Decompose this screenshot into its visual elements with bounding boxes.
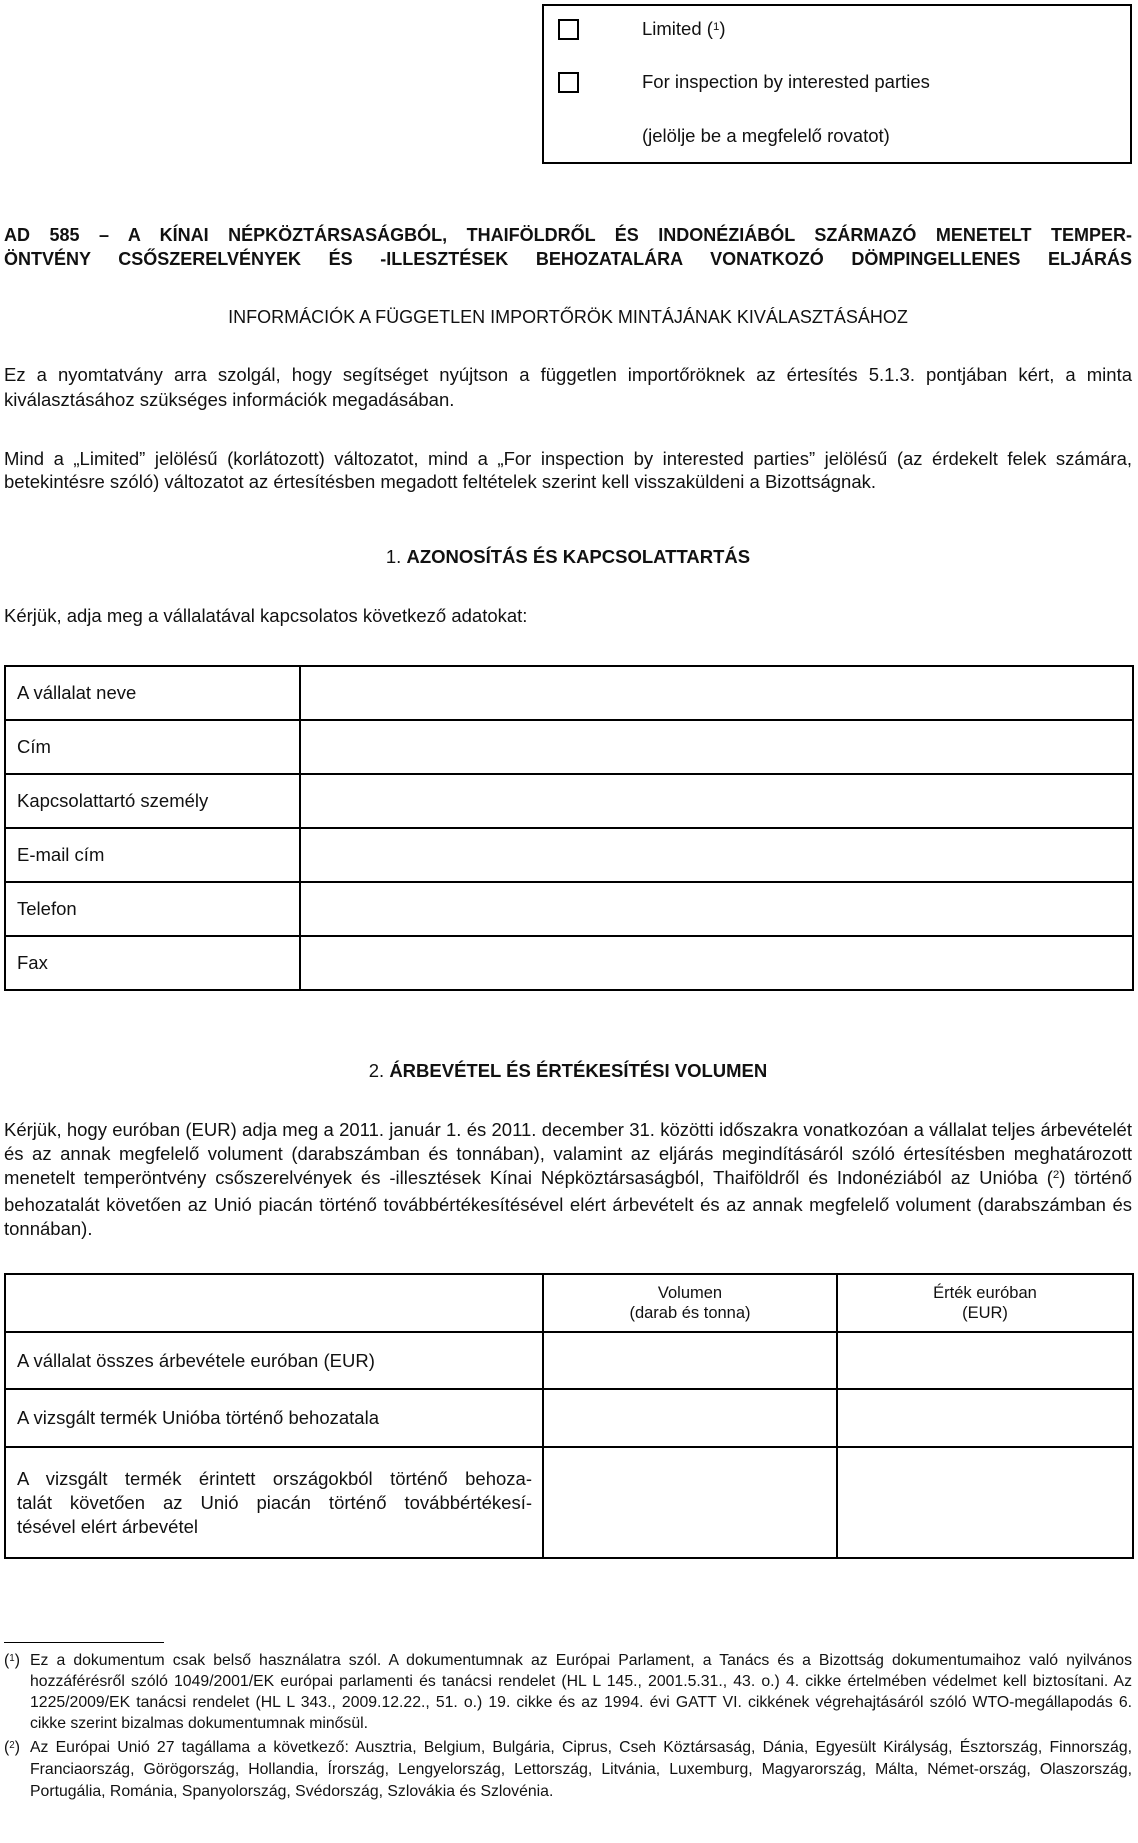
email-label: E-mail cím [5,828,300,882]
footnote-2 [4,1737,1132,1803]
title-line: ÖNTVÉNY CSŐSZERELVÉNYEK ÉS -ILLESZTÉSEK BEHOZATALÁRA VONATKOZÓ DÖMPINGELLENES ELJÁRÁS [4,249,1132,269]
inspection-label: For inspection by interested parties [642,71,930,92]
resale-turnover-label: A vizsgált termék érintett országokból történő behoza- talát követően az Unió piacán történő továbbértékesí- tésével elért árbevétel [5,1447,543,1558]
section-title: AZONOSÍTÁS ÉS KAPCSOLATTARTÁS [406,546,751,567]
footnote-marker: ($^1$) [4,1652,20,1669]
phone-label: Telefon [5,882,300,936]
table-row [5,1332,1133,1389]
classification-box [542,4,1132,164]
section-2-paragraph: Kérjük, hogy euróban (EUR) adja meg a 2011. január 1. és 2011. december 31. közötti időszakra vonatkozóan a vállalat teljes árbevételét és az annak megfelelő volument (darabszámban és tonnában), valamint az eljárás megindításáról szóló értesítésben meghatározott menetelt temperöntvény csőszerelvények és -illesztések Kínai Népköztársaságból, Thaiföldről és Indonéziából az Unióba ($^2$) történő behozatalát követően az Unió piacán történő továbbértékesítésével elért árbevételt és az annak megfelelő volument (darabszámban és tonnában). [4,1119,1132,1240]
email-field[interactable] [300,828,1133,882]
total-turnover-volume-field[interactable] [543,1332,837,1389]
address-field[interactable] [300,720,1133,774]
table-row [5,774,1133,828]
footnote-ref-1: 1 [712,20,720,33]
contact-person-field[interactable] [300,774,1133,828]
value-header: Érték euróban (EUR) [837,1274,1133,1332]
checkbox-instruction: (jelölje be a megfelelő rovatot) [642,125,890,146]
section-title: ÁRBEVÉTEL ÉS ÉRTÉKESÍTÉSI VOLUMEN [389,1060,768,1081]
document-title [4,223,1132,271]
footnote-text: Ez a dokumentum csak belső használatra szól. A dokumentumnak az Európai Parlament, a Tanács és a Bizottság dokumentumaihoz való nyilvános hozzáférésről szóló 1049/2001/EK európai parlamenti és tanácsi rendelet (HL L 145., 2001.5.31., 43. o.) 4. cikke értelmében védelmet kell biztosítani. Az 1225/2009/EK tanácsi rendelet (HL L 343., 2009.12.22., 51. o.) 19. cikke és az 1994. évi GATT VI. cikkének végrehajtásáról szóló WTO-megállapodás 6. cikke szerint bizalmas dokumentumnak minősül. [30,1652,1132,1732]
resale-value-field[interactable] [837,1447,1133,1558]
table-row [5,1389,1133,1447]
turnover-table [4,1273,1134,1559]
intro-paragraph-return: Mind a „Limited” jelölésű (korlátozott) változatot, mind a „For inspection by interested parties” jelölésű (az érdekelt felek számára, betekintésre szóló) változatot az értesítésben megadott feltételek szerint kell visszaküldeni a Bizottságnak. [4,448,1132,492]
section-1-intro: Kérjük, adja meg a vállalatával kapcsolatos következő adatokat: [4,605,528,626]
footnote-text: Az Európai Unió 27 tagállama a következő: Ausztria, Belgium, Bulgária, Ciprus, Cseh Köztársaság, Dánia, Egyesült Királyság, Észtország, Finnország, Franciaország, Görögország, Hollandia, Írország, Lengyelország, Lettország, Litvánia, Luxemburg, Magyarország, Málta, Német-ország, Olaszország, Portugália, Románia, Spanyolország, Svédország, Szlovákia és Szlovénia. [30,1739,1132,1800]
company-name-field[interactable] [300,666,1133,720]
imports-volume-field[interactable] [543,1389,837,1447]
total-turnover-label: A vállalat összes árbevétele euróban (EUR) [5,1332,543,1389]
table-row [5,882,1133,936]
phone-field[interactable] [300,882,1133,936]
table-row [5,720,1133,774]
total-turnover-value-field[interactable] [837,1332,1133,1389]
table-row [5,666,1133,720]
document-subtitle: INFORMÁCIÓK A FÜGGETLEN IMPORTŐRÖK MINTÁJÁNAK KIVÁLASZTÁSÁHOZ [228,307,908,327]
footnote-ref-2: 2 [1052,1169,1060,1182]
imports-label: A vizsgált termék Unióba történő behozatala [5,1389,543,1447]
footnote-marker: ($^2$) [4,1739,20,1756]
table-row [5,1447,1133,1558]
title-line: AD 585 – A KÍNAI NÉPKÖZTÁRSASÁGBÓL, THAIFÖLDRŐL ÉS INDONÉZIÁBÓL SZÁRMAZÓ MENETELT TEMPER- [4,225,1132,245]
company-details-table [4,665,1134,991]
contact-person-label: Kapcsolattartó személy [5,774,300,828]
address-label: Cím [5,720,300,774]
table-row [5,828,1133,882]
limited-checkbox[interactable] [558,19,579,40]
fax-label: Fax [5,936,300,990]
section-1-heading [4,545,1132,569]
intro-paragraph-purpose: Ez a nyomtatvány arra szolgál, hogy segítséget nyújtson a független importőröknek az értesítés 5.1.3. pontjában kért, a minta kiválasztásához szükséges információk megadásában. [4,364,1132,410]
table-header-row [5,1274,1133,1332]
resale-volume-field[interactable] [543,1447,837,1558]
section-number: 1. [385,546,402,567]
section-number: 2. [368,1060,385,1081]
volume-header: Volumen (darab és tonna) [543,1274,837,1332]
fax-field[interactable] [300,936,1133,990]
footnote-divider [4,1642,164,1643]
limited-label: Limited ($^1$) [642,18,726,39]
imports-value-field[interactable] [837,1389,1133,1447]
header-empty-cell [5,1274,543,1332]
inspection-checkbox[interactable] [558,72,579,93]
table-row [5,936,1133,990]
section-2-heading [4,1059,1132,1083]
footnote-1 [4,1650,1132,1734]
company-name-label: A vállalat neve [5,666,300,720]
